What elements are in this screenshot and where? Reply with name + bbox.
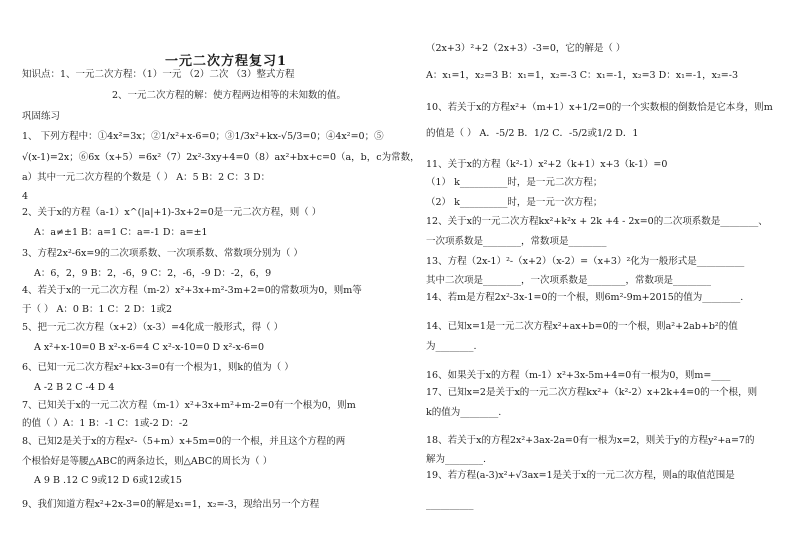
left-line: 2、一元二次方程的解：使方程两边相等的未知数的值。: [112, 90, 347, 101]
right-line: 14、已知x=1是一元二次方程x²+ax+b=0的一个根，则a²+2ab+b²的值: [426, 321, 738, 332]
right-line: 解为________.: [426, 454, 487, 465]
left-line: 巩固练习: [22, 111, 61, 122]
left-line: 个根恰好是等腰△ABC的两条边长，则△ABC的周长为（ ）: [22, 456, 273, 467]
right-line: （1） k__________时，是一元二次方程；: [426, 177, 603, 188]
right-line: 11、关于x的方程（k²-1）x²+2（k+1）x+3（k-1）=0: [426, 159, 668, 170]
right-line: 18、若关于x的方程2x²+3ax-2a=0有一根为x=2，则关于y的方程y²+a=7的: [426, 435, 755, 446]
right-line: 其中二次项是________，一次项系数是________，常数项是________: [426, 275, 712, 286]
right-line: 17、已知x=2是关于x的一元二次方程kx²+（k²-2）x+2k+4=0的一个根，则: [426, 387, 758, 398]
right-line: 为________.: [426, 341, 477, 352]
left-line: 5、把一元二次方程（x+2）（x-3）=4化成一般形式，得（ ）: [22, 322, 284, 333]
right-line: 一次项系数是________，常数项是________: [426, 236, 607, 247]
left-line: 2、关于x的方程（a-1）x^(|a|+1)-3x+2=0是一元二次方程，则（ ）: [22, 207, 322, 218]
left-line: A -2 B 2 C -4 D 4: [34, 382, 115, 393]
left-line: 8、已知2是关于x的方程x²-（5+m）x+5m=0的一个根，并且这个方程的两: [22, 436, 346, 447]
left-line: 9、我们知道方程x²+2x-3=0的解是x₁=1，x₂=-3，现给出另一个方程: [22, 499, 320, 510]
left-line: 1、 下列方程中：①4x²=3x；②1/x²+x-6=0；③1/3x²+kx-√5/3=0；④4x²=0；⑤: [22, 131, 384, 142]
right-line: k的值为________.: [426, 407, 502, 418]
left-line: A：a≠±1 B：a=1 C：a=-1 D：a=±1: [34, 227, 208, 238]
right-line: （2） k__________时，是一元一次方程；: [426, 197, 603, 208]
right-line: __________: [426, 499, 474, 510]
left-line: 3、方程2x²-6x=9的二次项系数、一次项系数、常数项分别为（ ）: [22, 248, 303, 259]
left-line: 7、已知关于x的一元二次方程（m-1）x²+3x+m²+m-2=0有一个根为0，则m: [22, 400, 356, 411]
right-line: 10、若关于x的方程x²+（m+1）x+1/2=0的一个实数根的倒数恰是它本身，则m: [426, 102, 773, 113]
left-line: 6、已知一元二次方程x²+kx-3=0有一个根为1，则k的值为（ ）: [22, 362, 294, 373]
left-line: A x²+x-10=0 B x²-x-6=4 C x²-x-10=0 D x²-x-6=0: [34, 342, 265, 353]
right-line: 13、方程（2x-1）²-（x+2）（x-2）=（x+3）²化为一般形式是__________: [426, 256, 745, 267]
left-line: A 9 B .12 C 9或12 D 6或12或15: [34, 475, 182, 486]
left-line: 的值（ ）A：1 B：-1 C：1或-2 D：-2: [22, 418, 189, 429]
left-line: a）其中一元二次方程的个数是（ ） A：5 B：2 C：3 D：: [22, 172, 271, 183]
left-line: √(x-1)=2x；⑥6x（x+5）=6x²（7）2x²-3xy+4=0（8）ax²+bx+c=0（a，b，c为常数，: [22, 152, 420, 163]
right-line: 14、若m是方程2x²-3x-1=0的一个根，则6m²-9m+2015的值为________.: [426, 292, 744, 303]
right-line: （2x+3）²+2（2x+3）-3=0，它的解是（ ）: [426, 43, 626, 54]
left-line: 知识点：1、一元二次方程：（1）一元 （2）二次 （3）整式方程: [22, 69, 295, 80]
right-line: 16、如果关于x的方程（m-1）x²+3x-5m+4=0有一根为0，则m=____: [426, 370, 731, 381]
left-line: A：6，2，9 B：2，-6，9 C：2，-6，-9 D：-2，6，9: [34, 268, 272, 279]
right-line: 的值是（ ） A．-5/2 B．1/2 C．-5/2或1/2 D．1: [426, 128, 639, 139]
left-line: 4: [22, 191, 29, 202]
page-title: 一元二次方程复习1: [165, 54, 288, 69]
right-line: 12、关于x的一元二次方程kx²+k²x + 2k +4 - 2x=0的二次项系数是________、: [426, 216, 768, 227]
left-line: 4、若关于x的一元二次方程（m-2）x²+3x+m²-3m+2=0的常数项为0，则m等: [22, 285, 362, 296]
right-line: A：x₁=1，x₂=3 B：x₁=1，x₂=-3 C：x₁=-1，x₂=3 D：x₁=-1，x₂=-3: [426, 70, 738, 81]
right-line: 19、若方程(a-3)x²+√3ax=1是关于x的一元二次方程，则a的取值范围是: [426, 470, 735, 481]
left-line: 于（ ） A：0 B：1 C：2 D：1或2: [22, 304, 173, 315]
